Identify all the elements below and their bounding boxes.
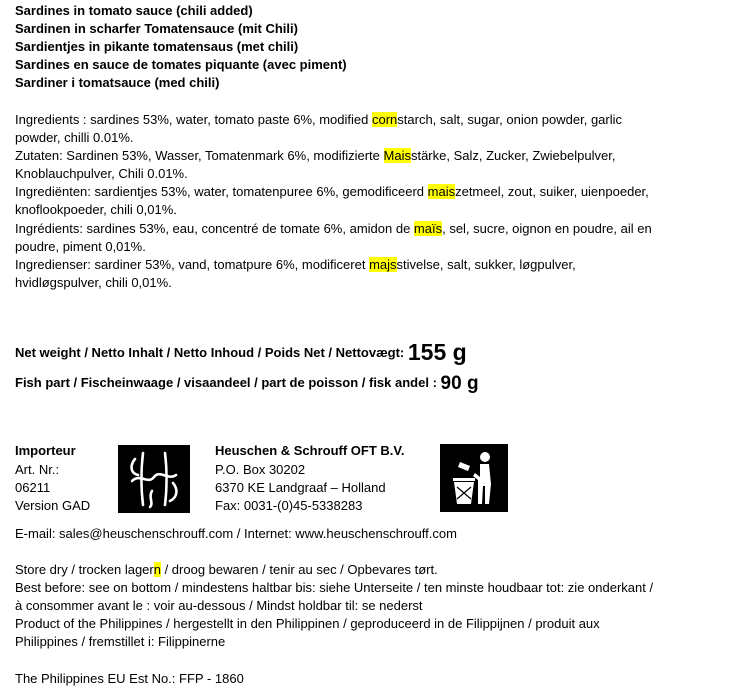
eu-est-number: The Philippines EU Est No.: FFP - 1860: [15, 671, 244, 686]
ingredients-nl-line1: Ingrediënten: sardientjes 53%, water, tomatenpuree 6%, gemodificeerd maiszetmeel, zout, suiker, uienpoeder,: [15, 184, 649, 199]
tidyman-bin-icon: [440, 444, 508, 512]
storage-highlight: n: [153, 562, 161, 577]
company-name: Heuschen & Schrouff OFT B.V.: [215, 443, 405, 458]
ingredients-en-line2: powder, chilli 0.01%.: [15, 130, 134, 145]
ingredients-da-line2: hvidløgspulver, chili 0,01%.: [15, 275, 172, 290]
company-city: 6370 KE Landgraaf – Holland: [215, 480, 386, 495]
best-before-line2: à consommer avant le : voir au-dessous / Mindst holdbar til: se nederst: [15, 598, 423, 613]
allergen-highlight: corn: [371, 112, 398, 127]
title-fr: Sardines en sauce de tomates piquante (avec piment): [15, 57, 347, 72]
hs-monogram-logo: [118, 445, 190, 513]
allergen-highlight: mais: [427, 184, 456, 199]
ingredients-fr-line1: Ingrédients: sardines 53%, eau, concentré de tomate 6%, amidon de maïs, sel, sucre, oignon en poudre, ail en: [15, 221, 652, 236]
article-number: 06211: [15, 480, 51, 495]
net-weight: [15, 339, 467, 366]
title-da: Sardiner i tomatsauce (med chili): [15, 75, 220, 90]
company-po-box: P.O. Box 30202: [215, 462, 306, 477]
ingredients-da-line1: Ingredienser: sardiner 53%, vand, tomatpure 6%, modificeret majsstivelse, salt, sukker, løgpulver,: [15, 257, 576, 272]
ingredients-de-line1: Zutaten: Sardinen 53%, Wasser, Tomatenmark 6%, modifizierte Maisstärke, Salz, Zucker, Zwiebelpulver,: [15, 148, 616, 163]
fish-part: [15, 371, 479, 396]
fish-part-label: Fish part / Fischeinwaage / visaandeel / part de poisson / fisk andel :: [15, 375, 437, 390]
title-en: Sardines in tomato sauce (chili added): [15, 3, 253, 18]
allergen-highlight: Mais: [383, 148, 411, 163]
origin-line2: Philippines / fremstillet i: Filippinerne: [15, 634, 226, 649]
allergen-highlight: maïs: [413, 221, 443, 236]
company-fax: Fax: 0031-(0)45-5338283: [215, 498, 363, 513]
origin-line1: Product of the Philippines / hergestellt in den Philippinen / geproduceerd in de Filippijnen / produit aux: [15, 616, 600, 631]
allergen-highlight: majs: [369, 257, 397, 272]
ingredients-de-line2: Knoblauchpulver, Chili 0.01%.: [15, 166, 188, 181]
importer-heading: Importeur: [15, 443, 76, 458]
contact-line: E-mail: sales@heuschenschrouff.com / Internet: www.heuschenschrouff.com: [15, 526, 457, 541]
title-de: Sardinen in scharfer Tomatensauce (mit Chili): [15, 21, 298, 36]
ingredients-fr-line2: poudre, piment 0,01%.: [15, 239, 146, 254]
fish-part-value: 90 g: [440, 373, 479, 394]
ingredients-en-line1: Ingredients : sardines 53%, water, tomato paste 6%, modified cornstarch, salt, sugar, onion powder, garlic: [15, 112, 623, 127]
best-before-line1: Best before: see on bottom / mindestens haltbar bis: siehe Unterseite / ten minste houdbaar tot: zie onderkant /: [15, 580, 654, 595]
storage-line: Store dry / trocken lagern / droog bewaren / tenir au sec / Opbevares tørt.: [15, 562, 438, 577]
title-nl: Sardientjes in pikante tomatensaus (met chili): [15, 39, 299, 54]
ingredients-nl-line2: knoflookpoeder, chili 0,01%.: [15, 202, 177, 217]
article-label: Art. Nr.:: [15, 462, 60, 477]
net-weight-value: 155 g: [407, 339, 467, 365]
net-weight-label: Net weight / Netto Inhalt / Netto Inhoud / Poids Net / Nettovægt:: [15, 345, 405, 360]
version-text: Version GAD: [15, 498, 91, 513]
